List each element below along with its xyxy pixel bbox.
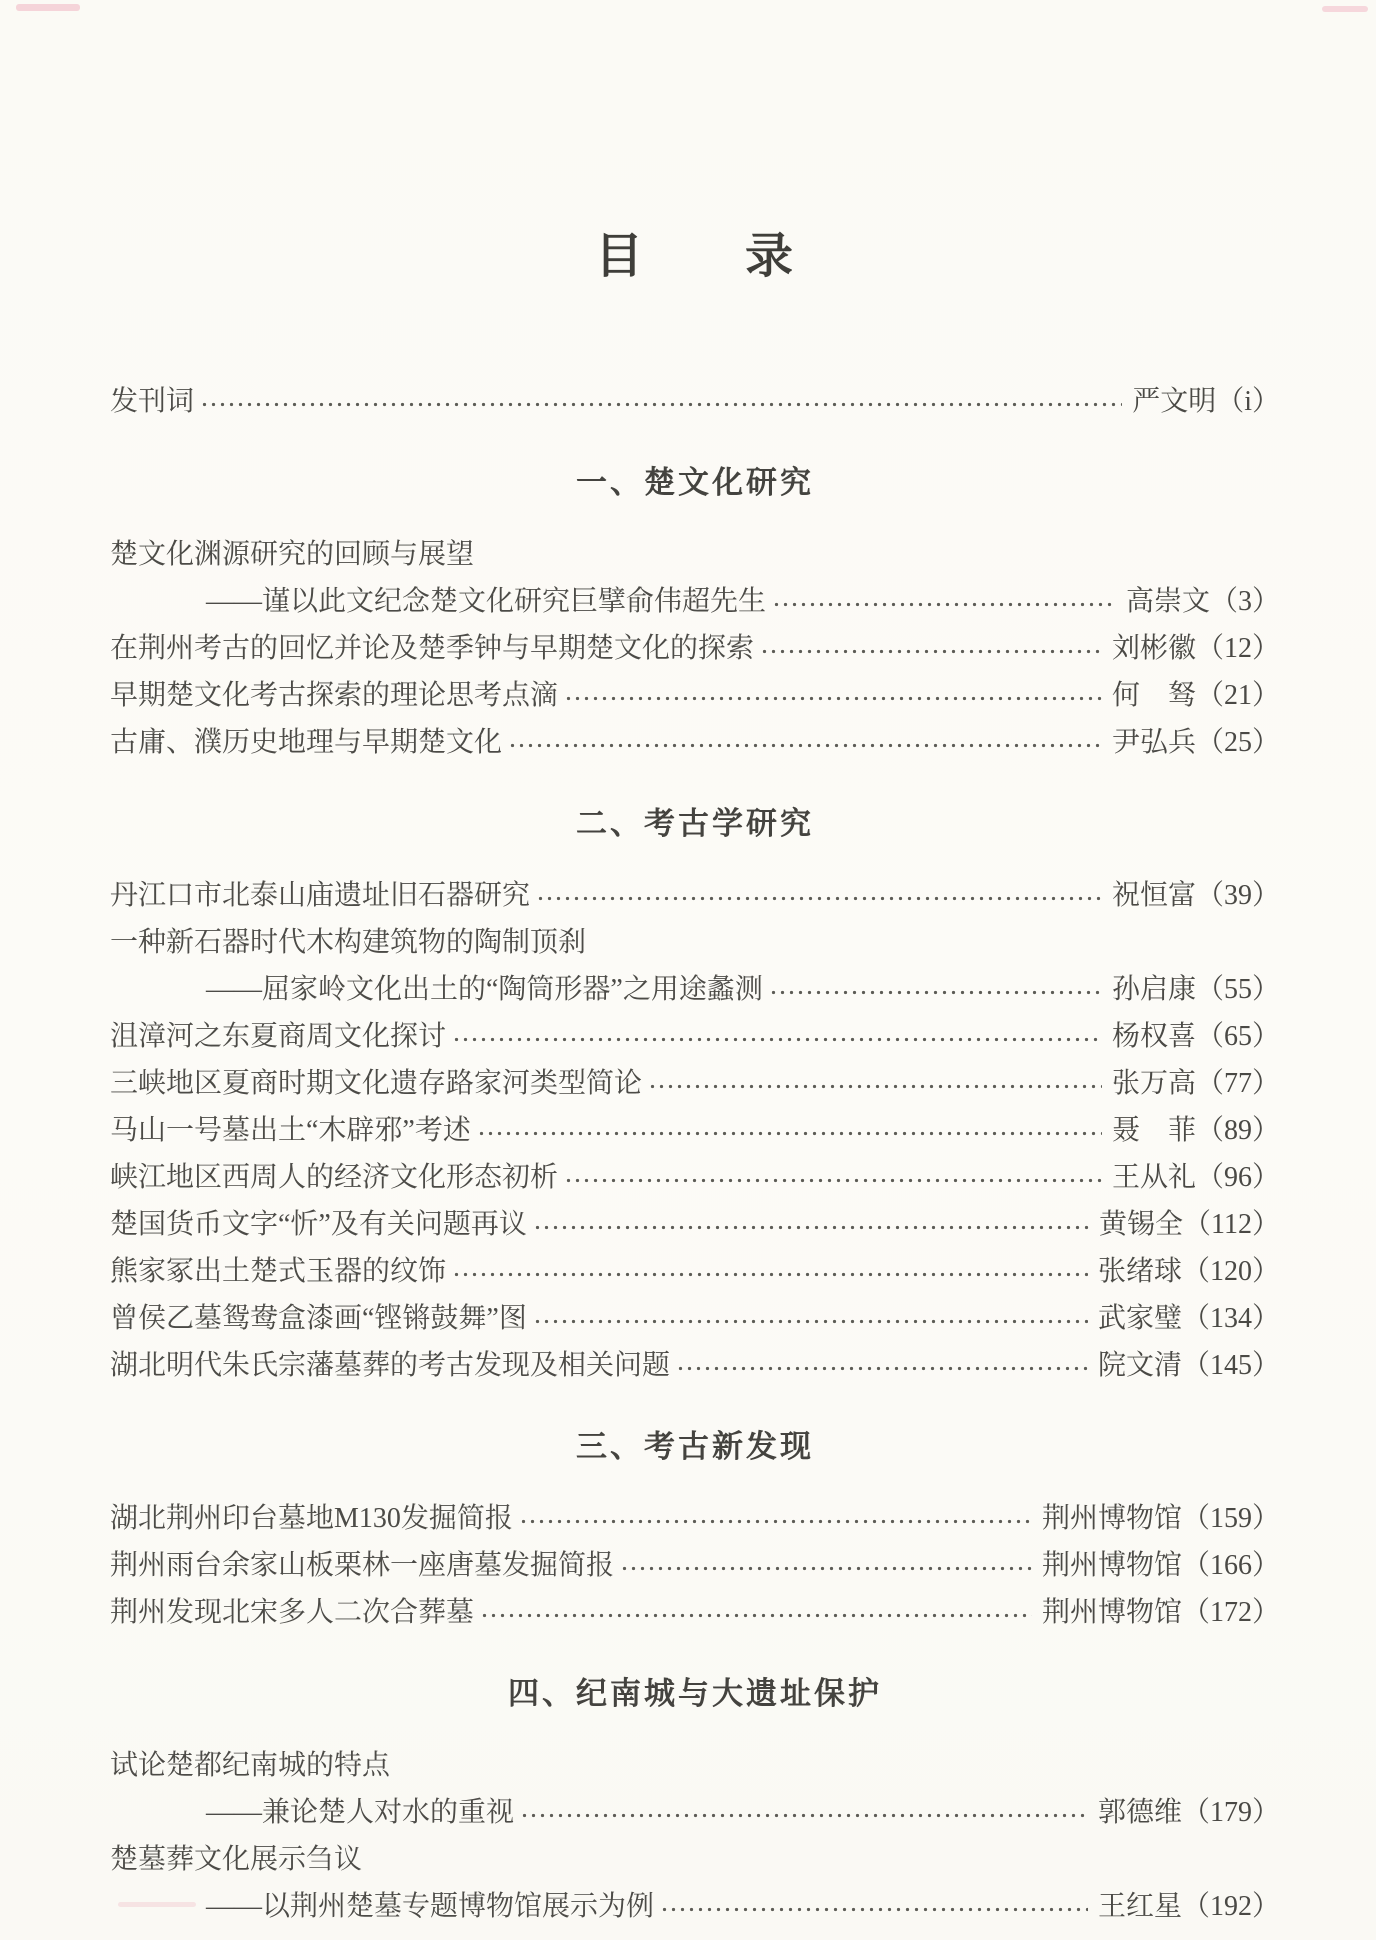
toc-sections (110, 463, 1280, 1930)
entry-leader-text: 三峡地区夏商时期文化遗存路家河类型简论 (110, 1068, 643, 1099)
entry-page-number: （77） (1195, 1068, 1280, 1099)
entry-title-line: 楚墓葬文化展示刍议 (110, 1844, 363, 1875)
toc-entry (110, 1154, 1280, 1201)
entry-author: 郭德维 (1097, 1797, 1182, 1828)
dot-leader (520, 1798, 1088, 1828)
dot-leader (519, 1504, 1032, 1534)
dot-leader (660, 1892, 1088, 1922)
entry-leader-line (110, 719, 1280, 766)
toc-entry (110, 1107, 1280, 1154)
dot-leader (533, 1210, 1089, 1240)
entry-leader-text: 荆州发现北宋多人二次合葬墓 (110, 1597, 475, 1628)
toc-entry (110, 1295, 1280, 1342)
entry-author: 祝恒富 (1111, 880, 1196, 911)
entry-leader-text: 曾侯乙墓鸳鸯盒漆画“铿锵鼓舞”图 (110, 1303, 527, 1334)
scan-artifact (16, 4, 80, 11)
entry-leader-line (110, 1201, 1280, 1248)
toc-entry (110, 378, 1280, 425)
entry-leader-line (110, 1789, 1280, 1836)
dot-leader (452, 1257, 1088, 1287)
entry-leader-text: ——屈家岭文化出土的“陶筒形器”之用途蠡测 (206, 974, 763, 1005)
section-heading: 一、楚文化研究 (576, 465, 814, 500)
entry-leader-text: ——谨以此文纪念楚文化研究巨擘俞伟超先生 (206, 586, 767, 617)
toc-section (110, 463, 1280, 766)
dot-leader (648, 1069, 1102, 1099)
toc-entry (110, 919, 1280, 1013)
entry-leader-line (110, 1542, 1280, 1589)
section-entries (110, 1742, 1280, 1930)
toc-entry (110, 1742, 1280, 1836)
toc-entry (110, 719, 1280, 766)
entry-author: 荆州博物馆 (1041, 1503, 1182, 1534)
entry-leader-line (110, 1295, 1280, 1342)
entry-page-number: （120） (1181, 1256, 1280, 1287)
entry-leader-line (110, 1495, 1280, 1542)
entry-leader-text: 湖北明代朱氏宗藩墓葬的考古发现及相关问题 (110, 1350, 671, 1381)
toc-entry (110, 872, 1280, 919)
toc-entry (110, 1495, 1280, 1542)
entry-leader-line (110, 872, 1280, 919)
entry-leader-text: 马山一号墓出土“木辟邪”考述 (110, 1115, 471, 1146)
entry-leader-line (110, 1589, 1280, 1636)
entry-leader-text: ——以荆州楚墓专题博物馆展示为例 (206, 1891, 655, 1922)
entry-page-number: （3） (1209, 586, 1280, 617)
entry-leader-line (110, 1342, 1280, 1389)
entry-author: 王红星 (1097, 1891, 1182, 1922)
dot-leader (452, 1022, 1102, 1052)
entry-author: 荆州博物馆 (1041, 1597, 1182, 1628)
entry-leader-line (110, 625, 1280, 672)
toc-entry (110, 1201, 1280, 1248)
entry-leader-text: 楚国货币文字“忻”及有关问题再议 (110, 1209, 527, 1240)
entry-leader-line (110, 378, 1280, 425)
dot-leader (564, 681, 1102, 711)
toc-entry (110, 1836, 1280, 1930)
entry-leader-text: 丹江口市北泰山庙遗址旧石器研究 (110, 880, 531, 911)
toc-entry (110, 1589, 1280, 1636)
entry-author: 孙启康 (1111, 974, 1196, 1005)
entry-page-number: （145） (1181, 1350, 1280, 1381)
section-entries (110, 1495, 1280, 1636)
toc-section (110, 1674, 1280, 1930)
entry-leader-line (110, 578, 1280, 625)
section-heading: 三、考古新发现 (576, 1429, 814, 1464)
dot-leader (508, 728, 1102, 758)
entry-page-number: （134） (1181, 1303, 1280, 1334)
toc-entry (110, 1248, 1280, 1295)
entry-leader-text: ——兼论楚人对水的重视 (206, 1797, 515, 1828)
entry-page-number: （i） (1216, 386, 1280, 417)
toc-content (110, 0, 1280, 1930)
entry-leader-line (110, 1248, 1280, 1295)
entry-page-number: （89） (1195, 1115, 1280, 1146)
entry-page-number: （65） (1195, 1021, 1280, 1052)
entry-author: 王从礼 (1111, 1162, 1196, 1193)
section-heading: 四、纪南城与大遗址保护 (508, 1676, 882, 1711)
toc-section (110, 804, 1280, 1389)
dot-leader (477, 1116, 1102, 1146)
page-title: 目 录 (594, 230, 795, 283)
entry-title-line: 试论楚都纪南城的特点 (110, 1750, 391, 1781)
entry-page-number: （96） (1195, 1162, 1280, 1193)
entry-title-line: 楚文化渊源研究的回顾与展望 (110, 539, 475, 570)
entry-author: 刘彬徽 (1111, 633, 1196, 664)
entry-leader-line (110, 1013, 1280, 1060)
entry-leader-text: 早期楚文化考古探索的理论思考点滴 (110, 680, 559, 711)
dot-leader (772, 587, 1116, 617)
entry-title-line: 一种新石器时代木构建筑物的陶制顶刹 (110, 927, 587, 958)
entry-page-number: （192） (1181, 1891, 1280, 1922)
entry-page-number: （55） (1195, 974, 1280, 1005)
entry-page-number: （21） (1195, 680, 1280, 711)
dot-leader (564, 1163, 1102, 1193)
toc-entry (110, 1342, 1280, 1389)
entry-page-number: （179） (1181, 1797, 1280, 1828)
entry-leader-text: 熊家冢出土楚式玉器的纹饰 (110, 1256, 447, 1287)
entry-author: 聂 菲 (1111, 1115, 1196, 1146)
entry-leader-line (110, 1154, 1280, 1201)
dot-leader (536, 881, 1102, 911)
entry-leader-text: 在荆州考古的回忆并论及楚季钟与早期楚文化的探索 (110, 633, 755, 664)
entry-leader-line (110, 1060, 1280, 1107)
entry-author: 荆州博物馆 (1041, 1550, 1182, 1581)
entry-page-number: （159） (1181, 1503, 1280, 1534)
entry-leader-text: 峡江地区西周人的经济文化形态初析 (110, 1162, 559, 1193)
scan-artifact (1322, 6, 1368, 12)
entry-leader-text: 荆州雨台余家山板栗林一座唐墓发掘简报 (110, 1550, 615, 1581)
toc-entry (110, 625, 1280, 672)
section-heading: 二、考古学研究 (576, 806, 814, 841)
entry-author: 尹弘兵 (1111, 727, 1196, 758)
toc-entry (110, 672, 1280, 719)
entry-page-number: （166） (1181, 1550, 1280, 1581)
dot-leader (480, 1598, 1032, 1628)
entry-leader-text: 发刊词 (110, 386, 195, 417)
dot-leader (620, 1551, 1032, 1581)
dot-leader (760, 634, 1102, 664)
dot-leader (200, 387, 1122, 417)
toc-entry (110, 1013, 1280, 1060)
toc-entry (110, 1542, 1280, 1589)
toc-section (110, 1427, 1280, 1636)
entry-page-number: （112） (1183, 1209, 1280, 1240)
entry-leader-text: 湖北荆州印台墓地M130发掘简报 (110, 1503, 513, 1534)
entry-page-number: （25） (1195, 727, 1280, 758)
dot-leader (533, 1304, 1088, 1334)
entry-page-number: （12） (1195, 633, 1280, 664)
entry-author: 张万高 (1111, 1068, 1196, 1099)
entry-author: 高崇文 (1125, 586, 1210, 617)
entry-page-number: （172） (1181, 1597, 1280, 1628)
entry-leader-line (110, 672, 1280, 719)
entry-leader-text: 沮漳河之东夏商周文化探讨 (110, 1021, 447, 1052)
entry-leader-line (110, 1107, 1280, 1154)
toc-entry (110, 1060, 1280, 1107)
entry-author: 院文清 (1097, 1350, 1182, 1381)
entry-author: 何 驽 (1111, 680, 1196, 711)
frontmatter-row (110, 378, 1280, 425)
entry-leader-line (110, 1883, 1280, 1930)
dot-leader (676, 1351, 1088, 1381)
entry-leader-text: 古庸、濮历史地理与早期楚文化 (110, 727, 503, 758)
entry-author: 黄锡全 (1099, 1209, 1184, 1240)
section-entries (110, 872, 1280, 1389)
toc-entry (110, 531, 1280, 625)
entry-leader-line (110, 966, 1280, 1013)
section-entries (110, 531, 1280, 766)
entry-author: 严文明 (1132, 386, 1217, 417)
entry-page-number: （39） (1195, 880, 1280, 911)
dot-leader (769, 975, 1102, 1005)
entry-author: 杨权喜 (1111, 1021, 1196, 1052)
entry-author: 张绪球 (1097, 1256, 1182, 1287)
entry-author: 武家璧 (1097, 1303, 1182, 1334)
